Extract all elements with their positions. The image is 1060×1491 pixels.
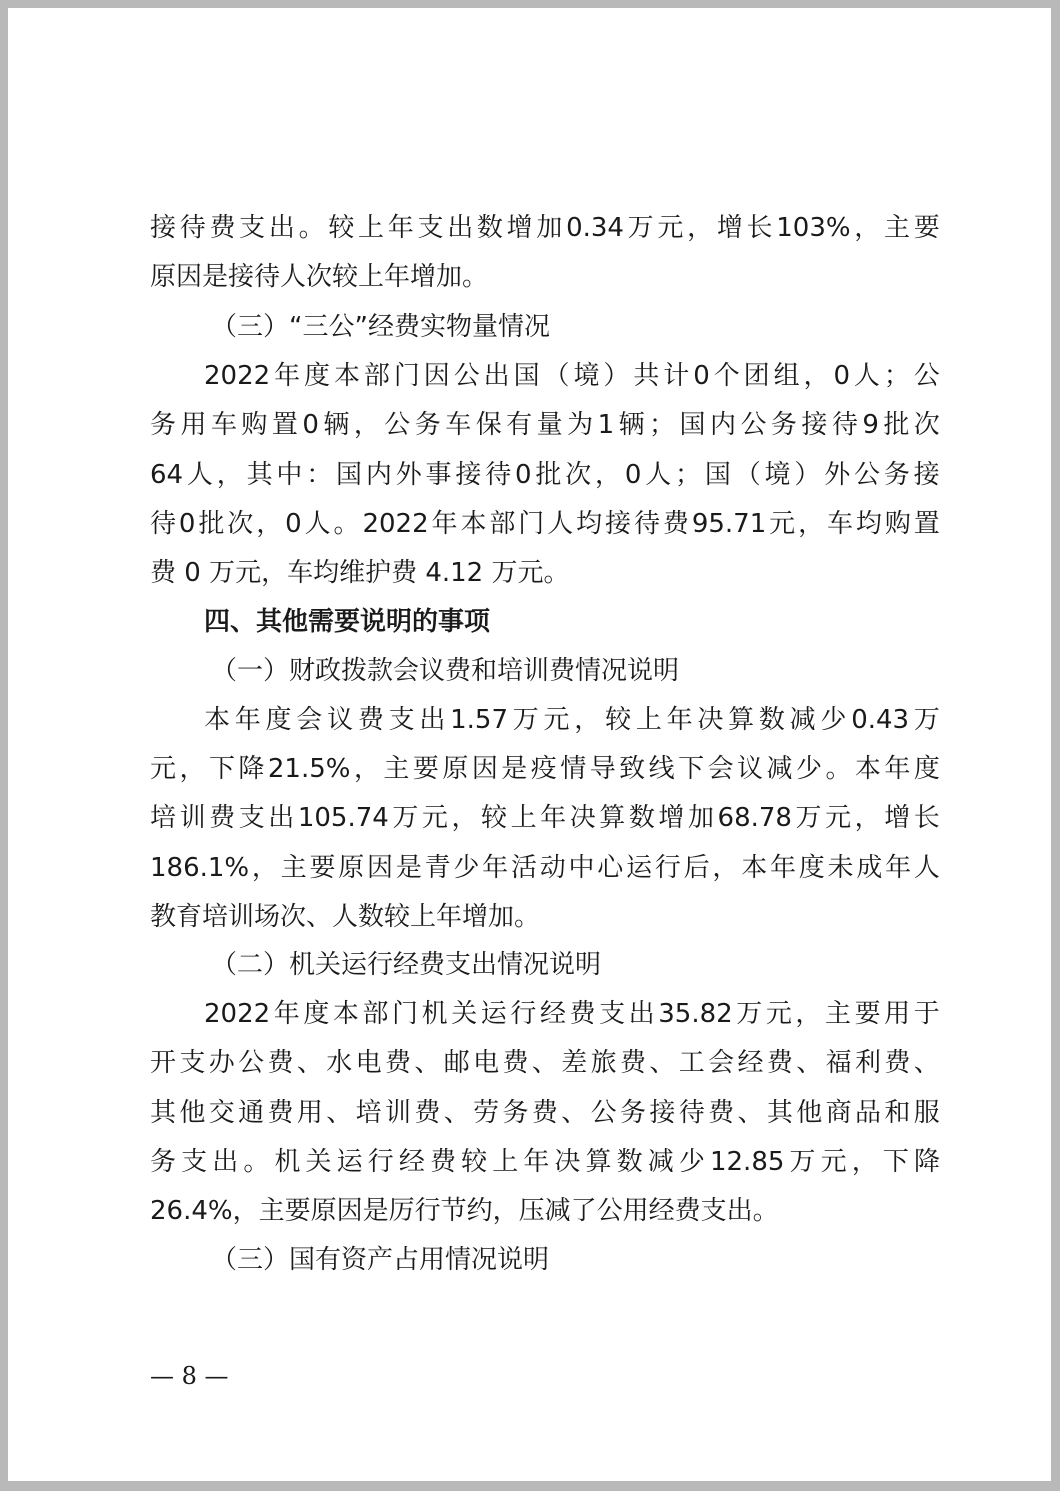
paragraph-1-line-1: 接 待 费 支 出 。 较 上 年 支 出 数 增 加 0.34 万 元 ， 增 长 103% ， 主 要 — [150, 213, 940, 243]
page-number: — 8 — — [150, 1362, 229, 1390]
paragraph-1-line-2: 原因是接待人次较上年增加。 — [150, 262, 489, 292]
document-page — [8, 8, 1051, 1481]
paragraph-4-line-2: 开 支 办 公 费 、 水 电 费 、 邮 电 费 、 差 旅 费 、 工 会 经 费 、 福 利 费 、 — [150, 1048, 940, 1078]
paragraph-2-line-1: 2022 年 度 本 部 门 因 公 出 国 （ 境 ） 共 计 0 个 团 组 ， 0 人 ； 公 — [204, 361, 940, 391]
paragraph-3-line-5: 教育培训场次、人数较上年增加。 — [150, 902, 541, 932]
section-heading-meeting-training-fees: （一）财政拨款会议费和培训费情况说明 — [211, 656, 680, 686]
section-heading-state-assets: （三）国有资产占用情况说明 — [211, 1245, 550, 1275]
paragraph-2-line-2: 务 用 车 购 置 0 辆 ， 公 务 车 保 有 量 为 1 辆 ； 国 内 公 务 接 待 9 批 次 — [150, 410, 940, 440]
paragraph-3-line-2: 元 ， 下 降 21.5% ， 主 要 原 因 是 疫 情 导 致 线 下 会 议 减 少 。 本 年 度 — [150, 754, 940, 784]
paragraph-4-line-1: 2022 年 度 本 部 门 机 关 运 行 经 费 支 出 35.82 万 元 ， 主 要 用 于 — [204, 999, 940, 1029]
paragraph-3-line-1: 本 年 度 会 议 费 支 出 1.57 万 元 ， 较 上 年 决 算 数 减 少 0.43 万 — [204, 705, 940, 735]
paragraph-2-line-5: 费 0 万元，车均维护费 4.12 万元。 — [150, 558, 570, 588]
paragraph-4-line-3: 其 他 交 通 费 用 、 培 训 费 、 劳 务 费 、 公 务 接 待 费 、 其 他 商 品 和 服 — [150, 1098, 940, 1128]
paragraph-2-line-4: 待 0 批 次 ， 0 人 。 2022 年 本 部 门 人 均 接 待 费 95.71 元 ， 车 均 购 置 — [150, 509, 940, 539]
paragraph-3-line-3: 培 训 费 支 出 105.74 万 元 ， 较 上 年 决 算 数 增 加 68.78 万 元 ， 增 长 — [150, 803, 940, 833]
paragraph-2-line-3: 64 人 ， 其 中 ： 国 内 外 事 接 待 0 批 次 ， 0 人 ； 国 （ 境 ） 外 公 务 接 — [150, 460, 940, 490]
section-heading-operating-expenses: （二）机关运行经费支出情况说明 — [211, 950, 602, 980]
section-heading-other-matters: 四、其他需要说明的事项 — [204, 607, 491, 637]
paragraph-4-line-5: 26.4%，主要原因是厉行节约，压减了公用经费支出。 — [150, 1196, 779, 1226]
paragraph-4-line-4: 务 支 出 。 机 关 运 行 经 费 较 上 年 决 算 数 减 少 12.85 万 元 ， 下 降 — [150, 1147, 940, 1177]
section-heading-sangong-quantity: （三）“三公”经费实物量情况 — [211, 312, 550, 342]
paragraph-3-line-4: 186.1% ， 主 要 原 因 是 青 少 年 活 动 中 心 运 行 后 ， 本 年 度 未 成 年 人 — [150, 853, 940, 883]
